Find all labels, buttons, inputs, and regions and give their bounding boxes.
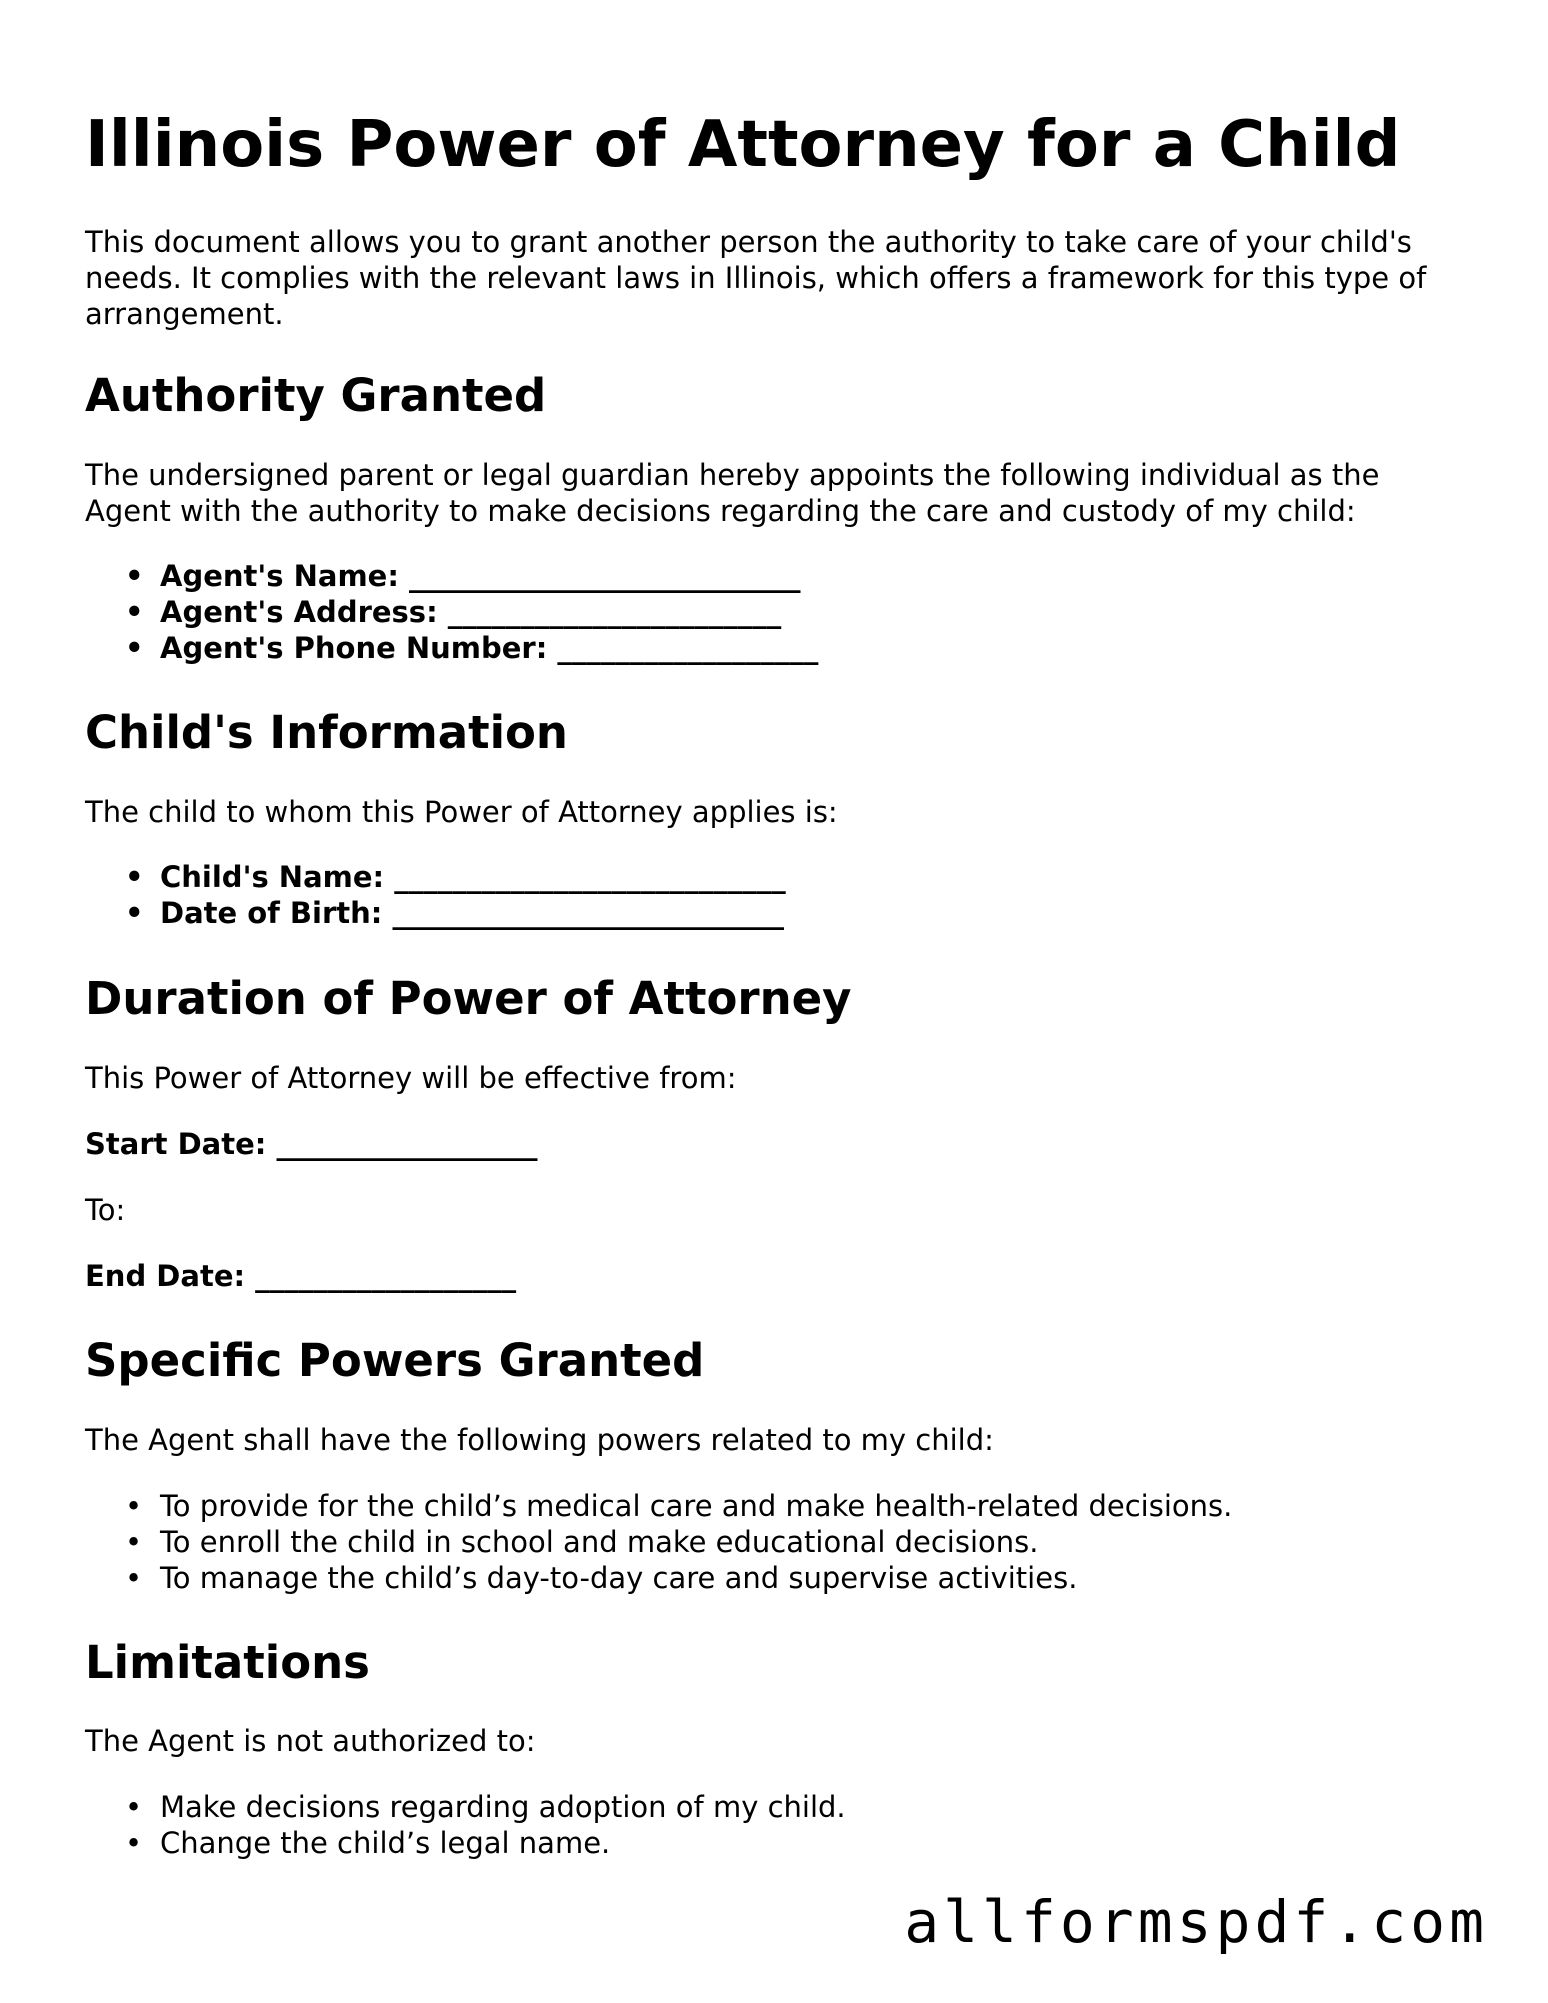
limitations-heading: Limitations: [85, 1636, 370, 1689]
agent-name-field[interactable]: • Agent's Name: ___________________________: [85, 558, 1465, 594]
intro-paragraph: This document allows you to grant another person the authority to take care of your child's needs. It complies with the relevant laws in Illinois, which offers a framework for this type of arrangement.: [85, 225, 1427, 331]
powers-list: [85, 1488, 1465, 1596]
powers-heading: Specific Powers Granted: [85, 1334, 705, 1387]
list-item: • Make decisions regarding adoption of my child.: [85, 1789, 1465, 1825]
child-text: The child to whom this Power of Attorney applies is:: [85, 795, 838, 829]
child-name-field[interactable]: • Child's Name: ___________________________: [85, 859, 1465, 895]
document-title: Illinois Power of Attorney for a Child: [85, 108, 1401, 182]
agent-phone-field[interactable]: • Agent's Phone Number: __________________: [85, 630, 1465, 666]
agent-address-field[interactable]: • Agent's Address: _______________________: [85, 594, 1465, 630]
powers-text: The Agent shall have the following powers related to my child:: [85, 1423, 994, 1457]
list-item: • Change the child’s legal name.: [85, 1825, 1465, 1861]
child-fields-list: [85, 859, 1465, 931]
duration-heading: Duration of Power of Attorney: [85, 972, 852, 1025]
list-item: • To enroll the child in school and make educational decisions.: [85, 1524, 1465, 1560]
list-item: • To provide for the child’s medical care and make health-related decisions.: [85, 1488, 1465, 1524]
child-dob-field[interactable]: • Date of Birth: ___________________________: [85, 895, 1465, 931]
duration-text: This Power of Attorney will be effective from:: [85, 1061, 737, 1095]
limitations-list: [85, 1789, 1465, 1861]
authority-heading: Authority Granted: [85, 369, 547, 422]
list-item: • To manage the child’s day-to-day care and supervise activities.: [85, 1560, 1465, 1596]
authority-text: The undersigned parent or legal guardian hereby appoints the following individual as the Agent with the authority to make decisions regarding the care and custody of my child:: [85, 458, 1380, 528]
end-date-field[interactable]: End Date: __________________: [85, 1259, 517, 1293]
limitations-text: The Agent is not authorized to:: [85, 1724, 536, 1758]
duration-to-label: To:: [85, 1193, 126, 1227]
agent-fields-list: [85, 558, 1465, 666]
start-date-field[interactable]: Start Date: __________________: [85, 1127, 538, 1161]
watermark-logo: allformspdf.com: [904, 1888, 1488, 1956]
child-heading: Child's Information: [85, 706, 568, 759]
